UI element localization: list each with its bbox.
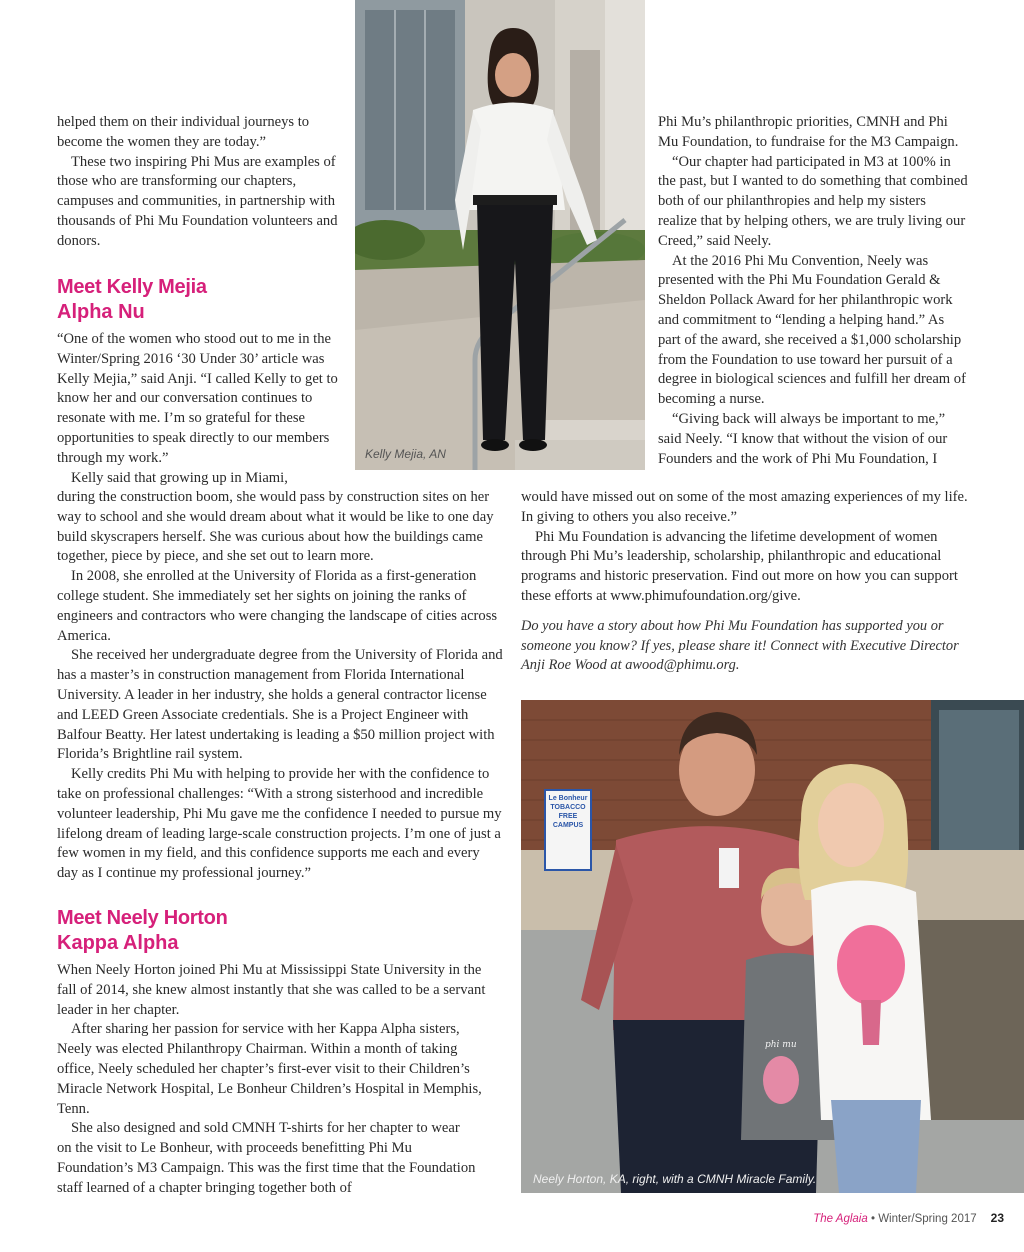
- kelly-chapter: Alpha Nu: [57, 301, 145, 323]
- neely-heading: Meet Neely Horton: [57, 907, 228, 929]
- col3-paragraph-4a: “Giving back will always be important to me,” said Neely. “I know that without the vision of our Founders and the work of Phi Mu Foundation, I: [658, 410, 948, 467]
- intro-paragraph-2: These two inspiring Phi Mus are examples of those who are transforming our chapters, campuses and communities, in partnership with thousands of Phi Mu Foundation volunteers and donors.: [57, 153, 338, 249]
- kelly-paragraph-2-start: Kelly said that growing up in Miami,: [71, 469, 288, 486]
- kelly-section-header: [57, 276, 347, 324]
- sign-line-3: FREE: [558, 813, 578, 820]
- neely-photo: [521, 700, 1024, 1193]
- col3-wide-text: [521, 488, 971, 676]
- neely-section-header: [57, 907, 503, 955]
- intro-paragraph-1: helped them on their individual journeys to become the women they are today.”: [57, 114, 310, 150]
- col3-paragraph-5: Phi Mu Foundation is advancing the lifetime development of women through Phi Mu’s leadership, scholarship, philanthropic and educational programs and historic preservation. Find out more on how you can support these efforts at www.phimufoundation.org/give.: [521, 528, 958, 604]
- kelly-photo-illustration: [355, 0, 645, 470]
- col3-narrow-text: [658, 113, 968, 469]
- col3-paragraph-3: At the 2016 Phi Mu Convention, Neely was presented with the Phi Mu Foundation Gerald & Sheldon Pollack Award for her philanthropic work and commitment to “lending a helping hand.” As part of the award, she received a $1,000 scholarship from the Foundation to use toward her pursuit of a degree in biological sciences and fulfill her dream of becoming a nurse.: [658, 252, 966, 408]
- share-story-note: Do you have a story about how Phi Mu Foundation has supported you or someone you know? If yes, please share it! Connect with Executive Director Anji Roe Wood at awood@phimu.org.: [521, 617, 959, 674]
- kelly-photo: [355, 0, 645, 470]
- magazine-name: The Aglaia: [813, 1213, 868, 1225]
- col3-paragraph-1: Phi Mu’s philanthropic priorities, CMNH and Phi Mu Foundation, to fundraise for the M3 Campaign.: [658, 114, 959, 150]
- kelly-paragraph-2-rest: during the construction boom, she would pass by construction sites on her way to school and she would dream about what it would be like to one day build skyscrapers herself. She was curious about how the buildings came together, piece by piece, and she set out to learn more.: [57, 489, 494, 565]
- kelly-paragraph-4: She received her undergraduate degree from the University of Florida and has a master’s in construction management from Florida International University. A leader in her industry, she holds a general contractor license and LEED Green Associate credentials. She is a Project Engineer with Balfour Beatty. Her latest undertaking is leading a $50 million project with Florida’s Brightline rail system.: [57, 647, 503, 763]
- neely-photo-caption: Neely Horton, KA, right, with a CMNH Miracle Family.: [533, 1172, 817, 1186]
- kelly-text-wide: [57, 488, 503, 884]
- page-number: 23: [990, 1211, 1004, 1225]
- neely-paragraph-1: When Neely Horton joined Phi Mu at Mississippi State University in the fall of 2014, she knew almost instantly that she was called to be a servant leader in her chapter.: [57, 962, 486, 1018]
- footer-separator: •: [867, 1213, 879, 1225]
- sign-line-2: TOBACCO: [550, 804, 586, 811]
- neely-text: [57, 961, 497, 1199]
- col3-paragraph-2: “Our chapter had participated in M3 at 100% in the past, but I wanted to do something that combined both of our philanthropies and help my sisters realize that by helping others, we are truly living our Creed,” said Neely.: [658, 153, 968, 249]
- sign-line-4: CAMPUS: [552, 822, 584, 829]
- col3-paragraph-4b: would have missed out on some of the most amazing experiences of my life. In giving to others you also receive.”: [521, 489, 968, 525]
- kelly-text-narrow: [57, 330, 347, 488]
- neely-photo-illustration: [521, 700, 1024, 1193]
- kelly-paragraph-1: “One of the women who stood out to me in the Winter/Spring 2016 ‘30 Under 30’ article was Kelly Mejia,” said Anji. “I called Kelly to get to know her and our conversation continues to resonate with me. I’m so grateful for these opportunities to speak directly to our members through my work.”: [57, 331, 338, 466]
- page-footer: [813, 1211, 1004, 1225]
- issue-label: Winter/Spring 2017: [878, 1213, 977, 1225]
- shirt-text: phi mu: [765, 1040, 797, 1050]
- sign-line-1: Le Bonheur: [548, 795, 588, 802]
- neely-paragraph-2: After sharing her passion for service with her Kappa Alpha sisters, Neely was elected Philanthropy Chairman. Within a month of taking office, Neely scheduled her chapter’s first-ever visit to their Children’s Miracle Network Hospital, Le Bonheur Children’s Hospital in Memphis, Tenn.: [57, 1021, 482, 1117]
- neely-chapter: Kappa Alpha: [57, 932, 179, 954]
- neely-paragraph-3: She also designed and sold CMNH T-shirts for her chapter to wear on the visit to Le Bonheur, with proceeds benefitting Phi Mu Foundation’s M3 Campaign. This was the first time that the Foundation staff learned of a chapter bringing together both of: [57, 1120, 476, 1196]
- intro-continuation: [57, 113, 347, 252]
- kelly-paragraph-5: Kelly credits Phi Mu with helping to provide her with the confidence to take on professional challenges: “With a strong sisterhood and incredible volunteer leadership, Phi Mu gave me the confidence I needed to pursue my lifelong dream of leading large-scale construction projects. I’m one of just a few women in my field, and this confidence supports me each and every day as I continue my professional journey.”: [57, 766, 502, 882]
- tobacco-free-sign: [548, 794, 588, 830]
- kelly-photo-caption: Kelly Mejia, AN: [365, 447, 446, 461]
- kelly-paragraph-3: In 2008, she enrolled at the University of Florida as a first-generation college student. She immediately set her sights on joining the ranks of engineers and contractors who were changing the landscape of cities across America.: [57, 568, 498, 644]
- kelly-heading: Meet Kelly Mejia: [57, 276, 207, 298]
